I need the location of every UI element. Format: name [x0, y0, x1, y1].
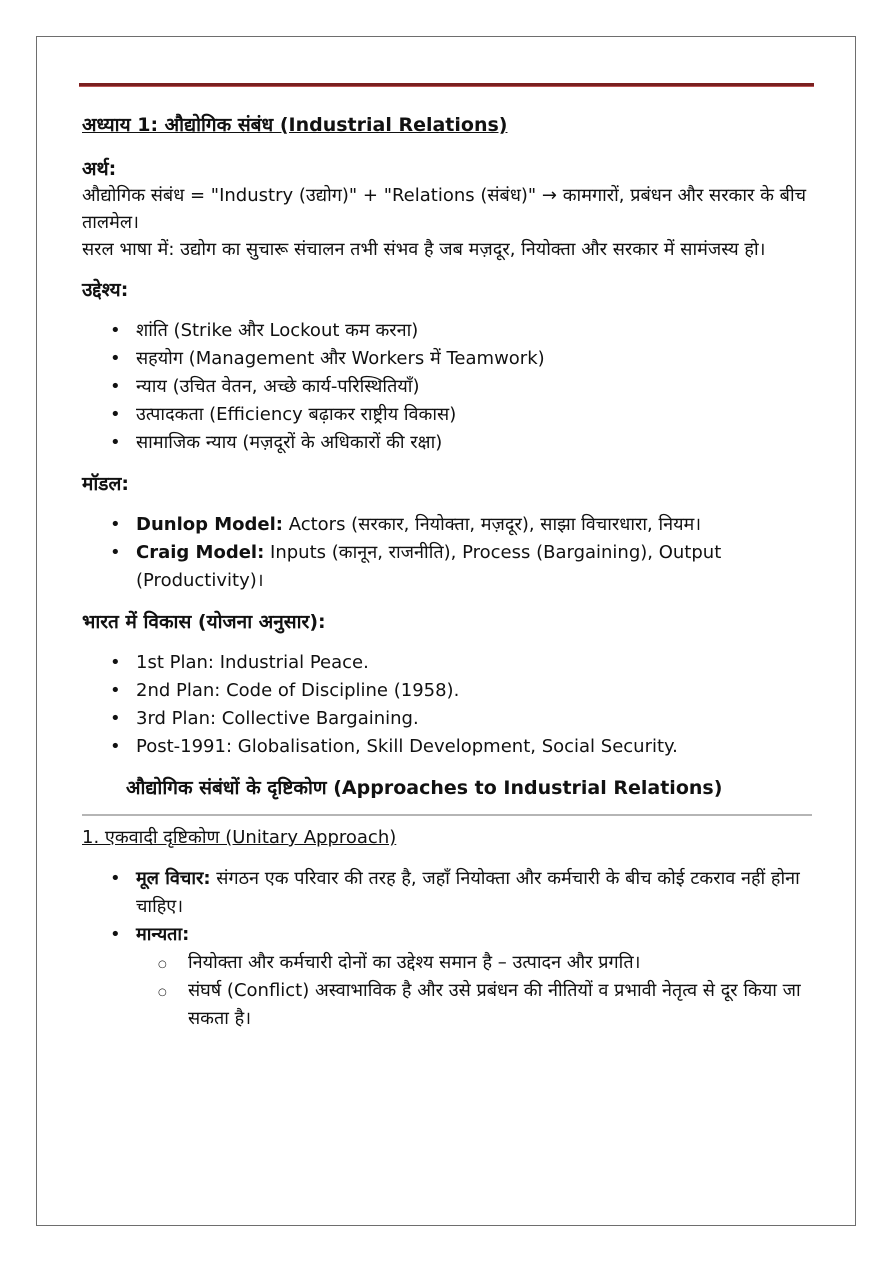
meaning-heading: अर्थ: — [82, 158, 117, 180]
list-item: ○ नियोक्ता और कर्मचारी दोनों का उद्देश्य समान है – उत्पादन और प्रगति। — [188, 949, 812, 977]
models-heading: मॉडल: — [82, 473, 129, 495]
list-item: • 1st Plan: Industrial Peace. — [136, 649, 812, 677]
list-item: • 3rd Plan: Collective Bargaining. — [136, 705, 812, 733]
meaning-line-1: औद्योगिक संबंध = "Industry (उद्योग)" + "Relations (संबंध)" → कामगारों, प्रबंधन और सरकार के बीच तालमेल। — [82, 185, 807, 233]
core-idea-label: मूल विचार: — [136, 868, 211, 889]
model-text: Actors (सरकार, नियोक्ता, मज़दूर), साझा विचारधारा, नियम। — [283, 514, 702, 535]
list-item: • न्याय (उचित वेतन, अच्छे कार्य-परिस्थितियाँ) — [136, 373, 812, 401]
list-item: • 2nd Plan: Code of Discipline (1958). — [136, 677, 812, 705]
list-item: • शांति (Strike और Lockout कम करना) — [136, 317, 812, 345]
list-item — [136, 921, 812, 1033]
list-item: • सामाजिक न्याय (मज़दूरों के अधिकारों की रक्षा) — [136, 429, 812, 457]
approaches-title: औद्योगिक संबंधों के दृष्टिकोण (Approaches to Industrial Relations) — [126, 777, 723, 799]
models-list — [82, 511, 812, 595]
model-label: Craig Model: — [136, 542, 265, 563]
core-idea-text: संगठन एक परिवार की तरह है, जहाँ नियोक्ता और कर्मचारी के बीच कोई टकराव नहीं होना चाहिए। — [136, 868, 800, 917]
model-label: Dunlop Model: — [136, 514, 283, 535]
header-rule — [79, 83, 814, 87]
list-item: • Post-1991: Globalisation, Skill Development, Social Security. — [136, 733, 812, 761]
objectives-list — [82, 317, 812, 457]
document-body — [82, 112, 812, 1047]
india-heading: भारत में विकास (योजना अनुसार): — [82, 611, 326, 633]
unitary-list — [82, 865, 812, 1033]
assumptions-list — [136, 949, 812, 1033]
list-item — [136, 511, 812, 539]
chapter-title: अध्याय 1: औद्योगिक संबंध (Industrial Relations) — [82, 114, 508, 136]
assumption-label: मान्यता: — [136, 924, 190, 945]
list-item: • उत्पादकता (Efficiency बढ़ाकर राष्ट्रीय विकास) — [136, 401, 812, 429]
india-list — [82, 649, 812, 761]
model-text: Inputs (कानून, राजनीति), Process (Bargaining), Output (Productivity)। — [136, 542, 722, 591]
list-item: ○ संघर्ष (Conflict) अस्वाभाविक है और उसे प्रबंधन की नीतियों व प्रभावी नेतृत्व से दूर किया जा सकता है। — [188, 977, 812, 1033]
list-item — [136, 865, 812, 921]
list-item: • सहयोग (Management और Workers में Teamwork) — [136, 345, 812, 373]
unitary-heading: 1. एकवादी दृष्टिकोण (Unitary Approach) — [82, 827, 397, 848]
meaning-line-2: सरल भाषा में: उद्योग का सुचारू संचालन तभी संभव है जब मज़दूर, नियोक्ता और सरकार में सामंजस्य हो। — [82, 239, 766, 260]
list-item — [136, 539, 812, 595]
section-divider — [82, 814, 812, 816]
objectives-heading: उद्देश्य: — [82, 279, 129, 301]
